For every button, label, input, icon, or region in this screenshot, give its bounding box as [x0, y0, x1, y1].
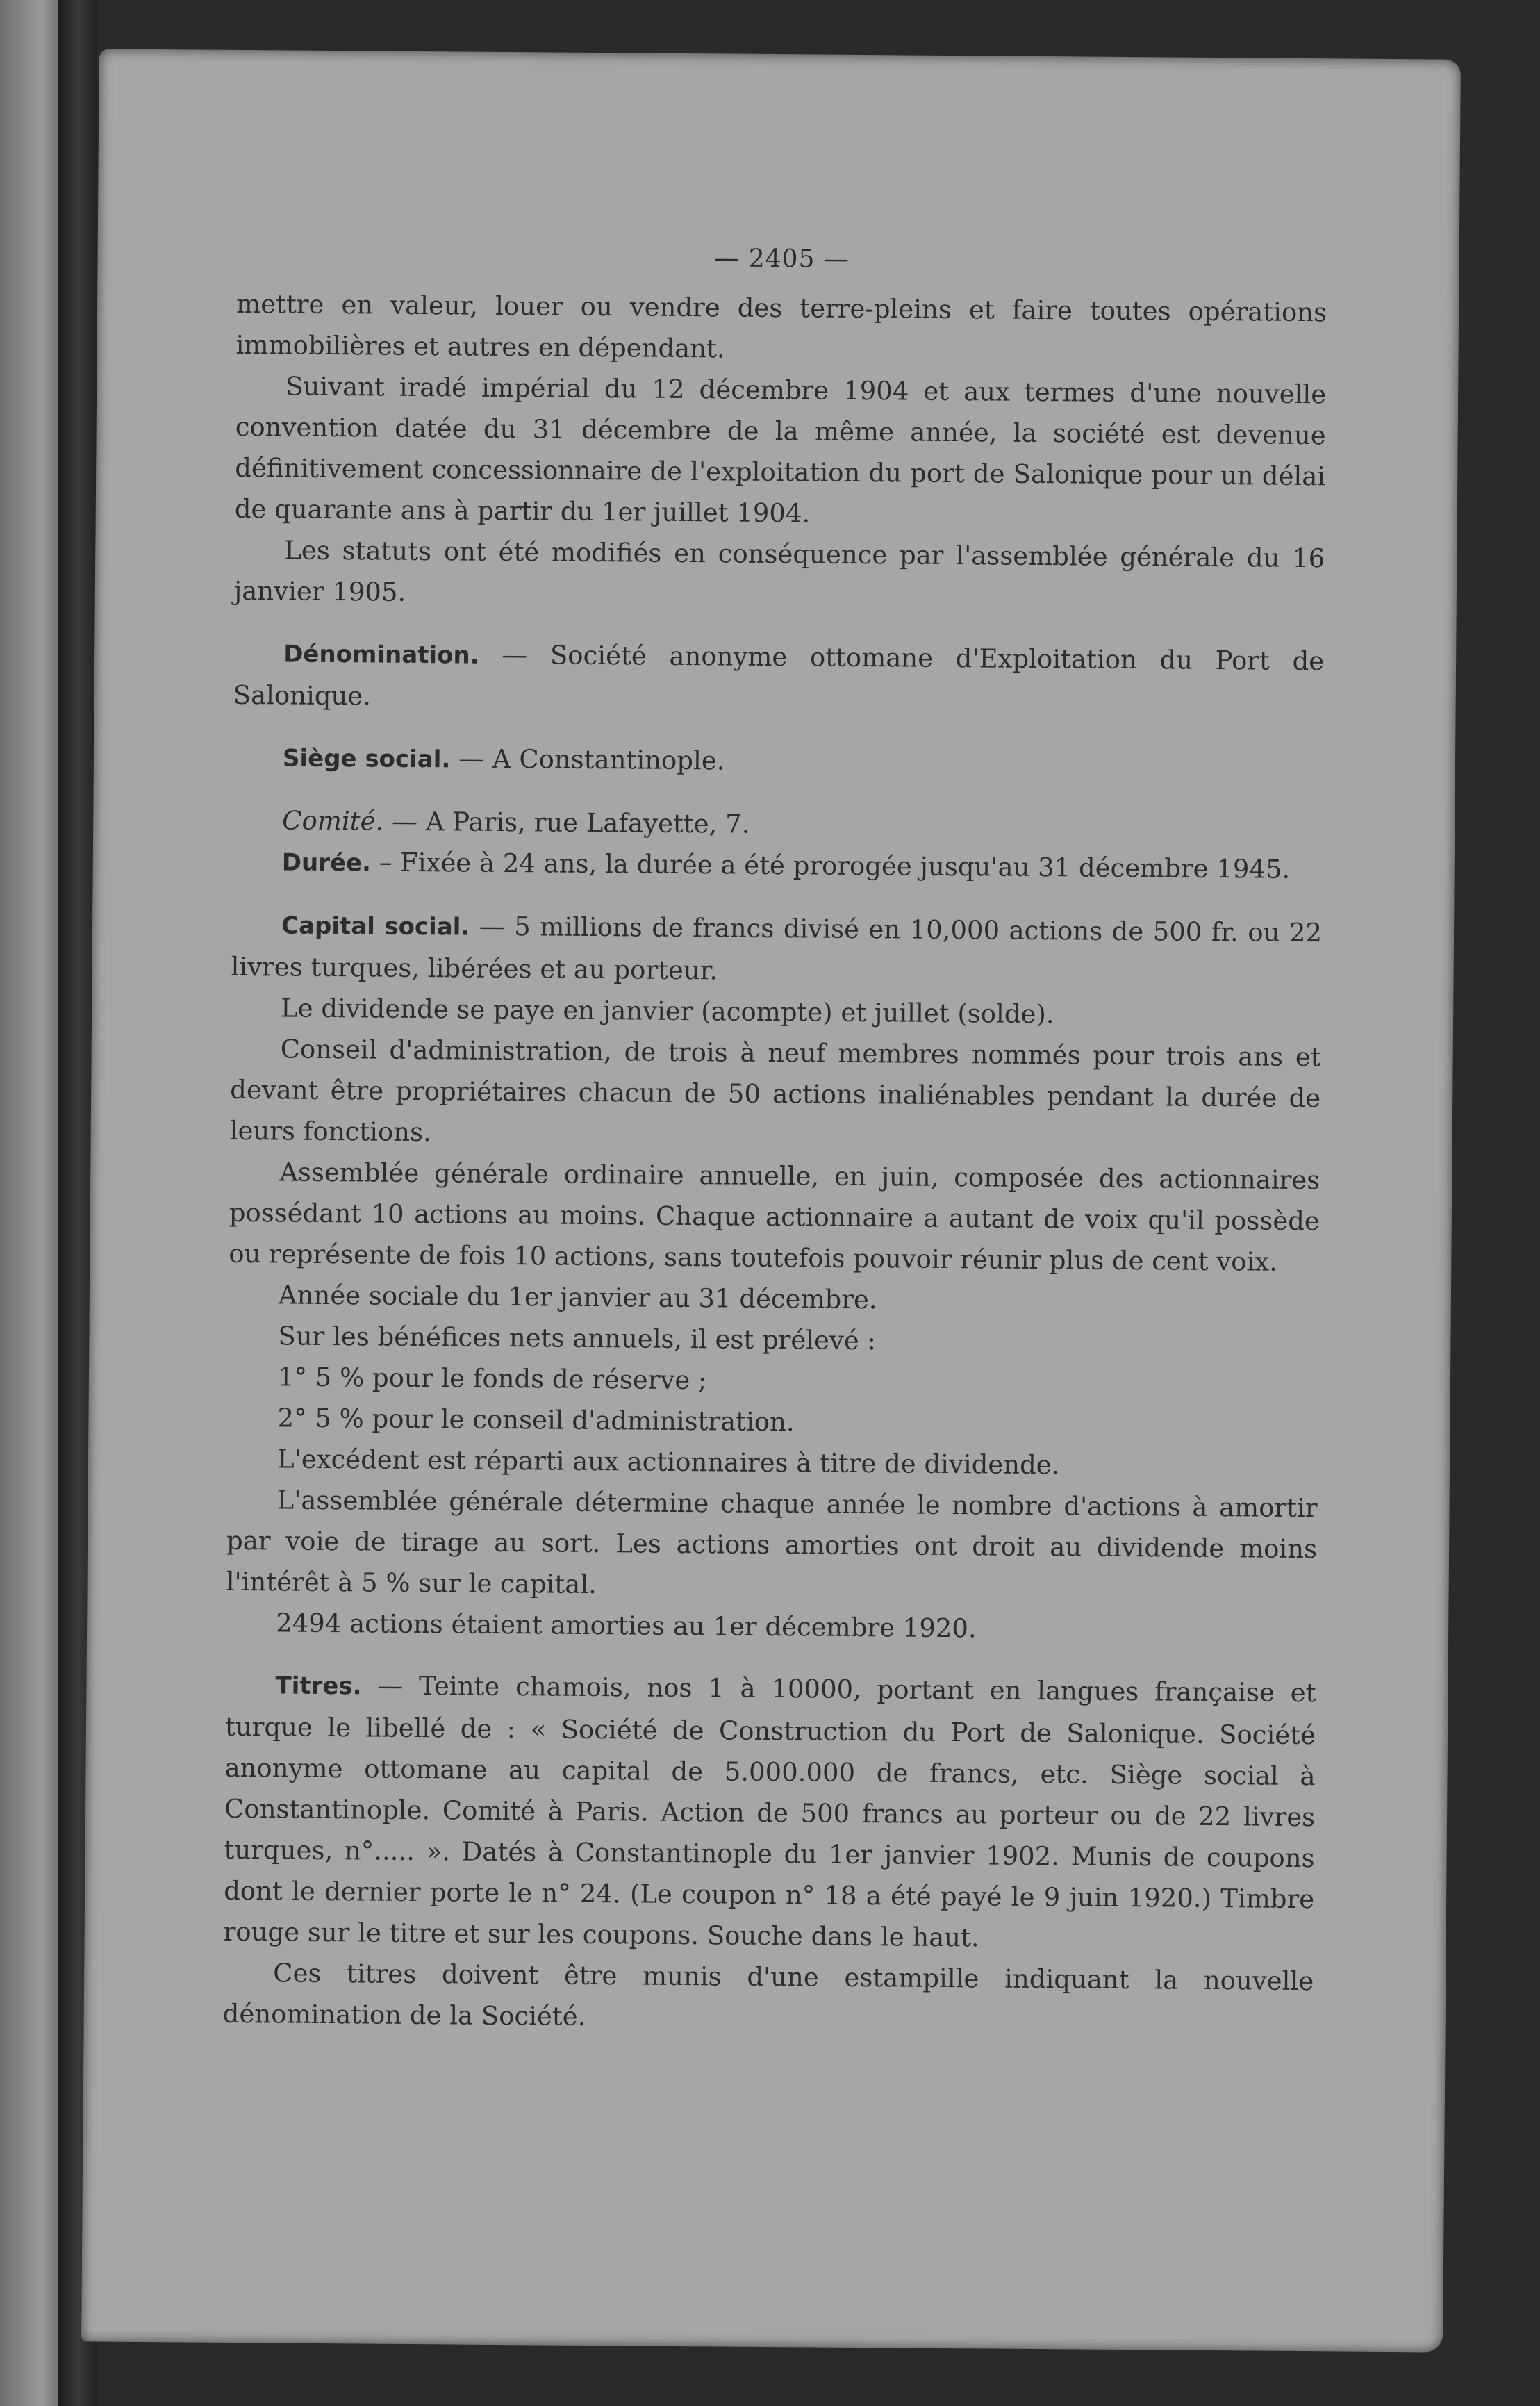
denomination-section	[233, 632, 1324, 724]
siege-section	[233, 736, 1323, 787]
capital-paragraph-6: 1° 5 % pour le fonds de réserve ;	[277, 1362, 707, 1396]
capital-paragraph-3: Assemblée générale ordinaire annuelle, en juin, composée des actionnaires possédant 10 actions au moins. Chaque actionnaire a autant de voix qu'il possède ou représente de fois 10 actions, sans toutefois pouvoir réunir plus de cent voix.	[229, 1157, 1320, 1277]
comite-label: Comité.	[282, 805, 384, 837]
intro-paragraph-3: Les statuts ont été modifiés en conséquence par l'assemblée générale du 16 janvier 1905.	[233, 535, 1325, 607]
duree-section	[232, 841, 1323, 891]
page-number: — 2405 —	[714, 244, 850, 274]
siege-label: Siège social.	[282, 744, 451, 774]
duree-text: – Fixée à 24 ans, la durée a été prorogée jusqu'au 31 décembre 1945.	[370, 847, 1291, 884]
duree-label: Durée.	[281, 848, 372, 877]
scanned-page	[81, 49, 1461, 2352]
capital-section	[231, 904, 1322, 996]
titres-section	[223, 1664, 1316, 1961]
capital-paragraph-9: L'assemblée générale détermine chaque année le nombre d'actions à amortir par voie de tirage au sort. Les actions amorties ont droit au dividende moins l'intérêt à 5 % sur le capital.	[226, 1485, 1318, 1600]
denomination-label: Dénomination.	[283, 640, 479, 670]
siege-text: — A Constantinople.	[450, 743, 725, 776]
page-content	[223, 234, 1327, 2043]
capital-paragraph-7: 2° 5 % pour le conseil d'administration.	[277, 1403, 795, 1437]
capital-paragraph-4: Année sociale du 1er janvier au 31 décembre.	[278, 1280, 877, 1315]
intro-paragraph-2: Suivant iradé impérial du 12 décembre 1904 et aux termes d'une nouvelle convention datée du 31 décembre de la même année, la société est devenue définitivement concessionnaire de l'exploitation du port de Salonique pour un délai de quarante ans à partir du 1er juillet 1904.	[234, 371, 1327, 529]
capital-paragraph-1: Le dividende se paye en janvier (acompte) et juillet (solde).	[280, 993, 1054, 1030]
denomination-text: — Société anonyme ottomane d'Exploitation du Port de Salonique.	[233, 639, 1325, 711]
titres-paragraph-2: Ces titres doivent être munis d'une estampille indiquant la nouvelle dénomination de la Société.	[222, 1958, 1314, 2032]
capital-paragraph-5: Sur les bénéfices nets annuels, il est prélevé :	[278, 1321, 877, 1356]
titres-label: Titres.	[275, 1672, 362, 1701]
capital-text: — 5 millions de francs divisé en 10,000 actions de 500 fr. ou 22 livres turques, libérées et au porteur.	[231, 911, 1323, 986]
intro-paragraph-1: mettre en valeur, louer ou vendre des terre-pleins et faire toutes opérations immobilières et autres en dépendant.	[235, 288, 1327, 364]
capital-paragraph-2: Conseil d'administration, de trois à neuf membres nommés pour trois ans et devant être propriétaires chacun de 50 actions inaliénables pendant la durée de leurs fonctions.	[229, 1034, 1321, 1148]
capital-label: Capital social.	[281, 912, 470, 941]
comite-text: — A Paris, rue Lafayette, 7.	[383, 806, 750, 839]
capital-paragraph-10: 2494 actions étaient amorties au 1er décembre 1920.	[276, 1608, 977, 1644]
capital-paragraph-8: L'excédent est réparti aux actionnaires à titre de dividende.	[276, 1444, 1060, 1481]
titres-text: — Teinte chamois, nos 1 à 10000, portant en langues française et turque le libellé de : « Société de Construction du Port de Salonique. Société anonyme ottomane au capital de 5.000.000 de francs, etc. Siège social à Constantinople. Comité à Paris. Action de 500 francs au porteur ou de 22 livres turques, n°..... ». Datés à Constantinople du 1er janvier 1902. Munis de coupons dont le dernier porte le n° 24. (Le coupon n° 18 a été payé le 9 juin 1920.) Timbre rouge sur le titre et sur les coupons. Souche dans le haut.	[223, 1670, 1316, 1953]
